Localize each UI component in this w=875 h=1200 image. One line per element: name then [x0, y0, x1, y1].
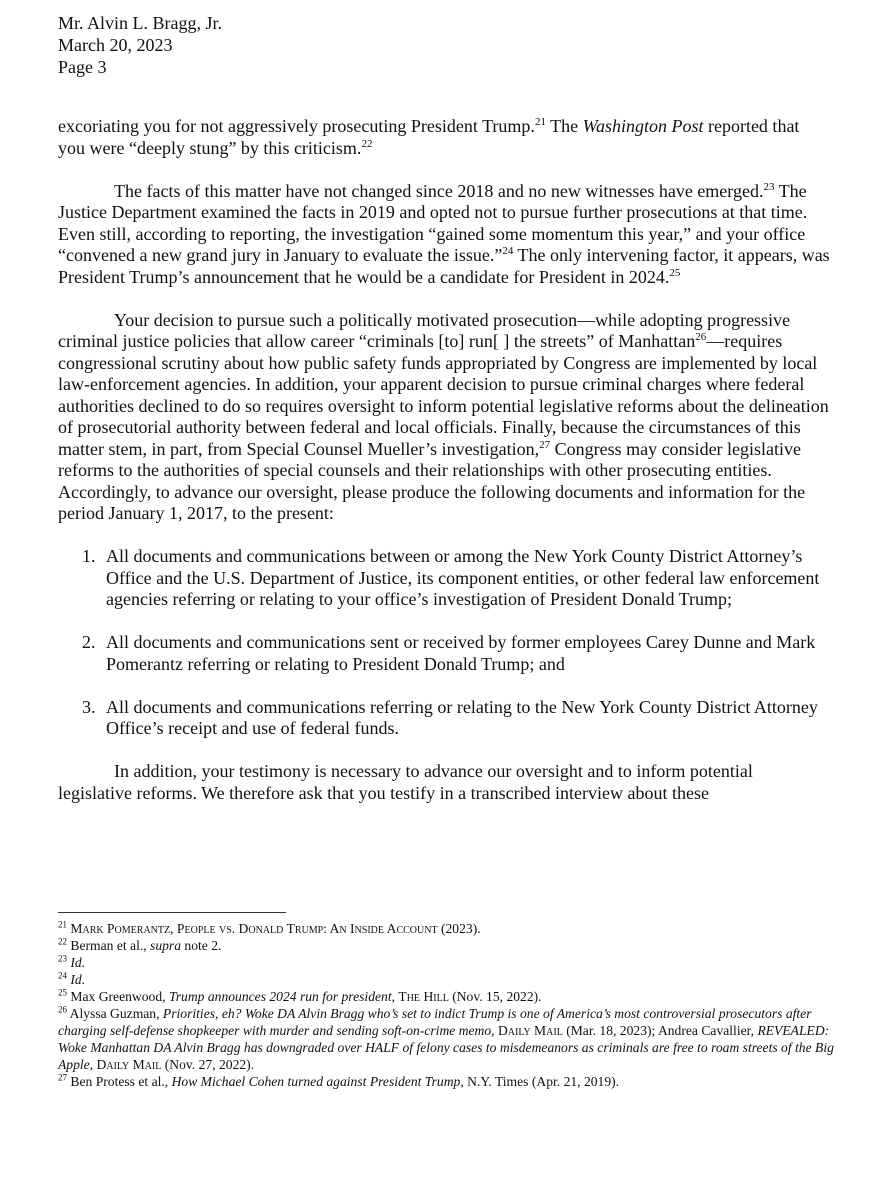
text-run: Daily Mail: [497, 1023, 563, 1038]
text-run: The only intervening factor, it appears, was President Trump’s announcement that he would be a candidate for President in 2024.: [58, 245, 830, 287]
footnote-ref: 22: [361, 137, 373, 150]
text-run: Congress may consider legislative reforms to the authorities of special counsels and their relationships with other prosecuting entities. Accordingly, to advance our oversight, please produce the following documents and information for the period January 1, 2017, to the present:: [58, 438, 806, 523]
footnote-ref: 21: [534, 116, 546, 128]
footnote-ref: 25: [669, 266, 681, 279]
recipient-name: Mr. Alvin L. Bragg, Jr.: [58, 13, 223, 33]
text-run: excoriating you for not aggressively prosecuting President Trump.: [58, 116, 535, 136]
footnote-ref: 27: [58, 1072, 67, 1083]
footnote: [58, 1073, 838, 1090]
text-run: note 2.: [181, 938, 222, 953]
footnote-ref: 23: [763, 180, 775, 193]
footnote: [58, 988, 838, 1005]
text-run: Ben Protess et al.,: [67, 1074, 172, 1089]
footnote: [58, 920, 838, 937]
footnote-ref: 22: [58, 936, 67, 947]
text-run: (Mar. 18, 2023); Andrea Cavallier,: [562, 1023, 758, 1038]
letter-header: [58, 12, 222, 78]
text-run: (2023).: [437, 921, 481, 936]
text-run: Washington Post: [582, 116, 704, 136]
footnote-ref: 27: [539, 438, 551, 451]
footnote: [58, 971, 838, 988]
text-run: REVEALED: Woke Manhattan DA Alvin Bragg has downgraded over HALF of felony cases to misdemeanors as criminals are free to roam streets of the Big Apple: [58, 1023, 834, 1072]
request-text: All documents and communications sent or received by former employees Carey Dunne and Mark Pomerantz referring or relating to President Donald Trump; and: [106, 632, 816, 674]
text-run: ,: [491, 1023, 498, 1038]
footnote-ref: 26: [58, 1004, 67, 1015]
paragraph: [58, 116, 830, 159]
footnote-ref: 23: [58, 953, 67, 964]
footnote-ref: 26: [695, 331, 707, 343]
text-run: Your decision to pursue such a politically motivated prosecution—while adopting progressive criminal justice policies that allow career “criminals [to] run[ ] the streets” of Manhattan: [58, 309, 791, 351]
text-run: The facts of this matter have not changed since 2018 and no new witnesses have emerged.: [114, 180, 764, 201]
footnote-ref: 21: [58, 919, 67, 930]
footnote: [58, 954, 838, 971]
text-run: Trump announces 2024 run for president: [168, 989, 392, 1004]
letter-body: [58, 116, 830, 826]
paragraph: [58, 181, 830, 289]
text-run: Alyssa Guzman,: [67, 1006, 163, 1021]
request-item: [58, 546, 830, 611]
text-run: —requires congressional scrutiny about how public safety funds appropriated by Congress are implemented by local law-enforcement agencies. In addition, your apparent decision to pursue criminal charges where federal authorities declined to do so requires oversight to inform potential legislative reforms about the delineation of prosecutorial authority between federal and local officials. Finally, because the circumstances of this matter stem, in part, from Special Counsel Mueller’s investigation,: [58, 331, 829, 459]
footnote-divider: [58, 912, 286, 913]
text-run: Max Greenwood,: [67, 989, 169, 1004]
paragraph: [58, 310, 830, 525]
letter-date: March 20, 2023: [58, 35, 173, 55]
request-item: [58, 697, 830, 740]
request-text: All documents and communications between or among the New York County District Attorney’s Office and the U.S. Department of Justice, its component entities, or other federal law enforcement agencies referring or relating to your office’s investigation of President Donald Trump;: [106, 546, 820, 609]
text-run: How Michael Cohen turned against President Trump: [171, 1074, 461, 1089]
text-run: reported that you were “deeply stung” by this criticism.: [58, 116, 800, 158]
page-number: Page 3: [58, 57, 107, 77]
request-number: 2.: [82, 632, 96, 652]
text-run: Id.: [70, 972, 86, 987]
text-run: Daily Mail: [96, 1057, 162, 1072]
request-item: [58, 632, 830, 675]
text-run: In addition, your testimony is necessary to advance our oversight and to inform potential legislative reforms. We therefore ask that you testify in a transcribed interview about these: [58, 761, 753, 803]
request-text: All documents and communications referring or relating to the New York County District Attorney Office’s receipt and use of federal funds.: [106, 696, 818, 738]
text-run: Priorities, eh? Woke DA Alvin Bragg who’s set to indict Trump is one of America’s most controversial prosecutors after charging self-defense shopkeeper with murder and sending soft-on-crime memo: [58, 1006, 812, 1038]
text-run: ,: [391, 989, 399, 1004]
text-run: Berman et al.,: [67, 938, 151, 953]
request-number: 1.: [82, 546, 96, 566]
text-run: The: [545, 116, 583, 136]
closing-paragraph: [58, 761, 830, 804]
footnote-ref: 24: [502, 245, 514, 257]
footnote: [58, 1005, 838, 1073]
footnotes: [58, 920, 838, 1090]
text-run: (Nov. 15, 2022).: [448, 989, 542, 1004]
request-number: 3.: [82, 696, 96, 717]
text-run: supra: [150, 938, 182, 953]
text-run: The Hill: [398, 989, 449, 1004]
footnote: [58, 937, 838, 954]
text-run: Id.: [70, 955, 86, 970]
document-request-list: [58, 546, 830, 740]
text-run: The Justice Department examined the facts in 2019 and opted not to pursue further prosecutions at that time. Even still, according to reporting, the investigation “gained some momentum this year,” and your office “convened a new grand jury in January to evaluate the issue.”: [58, 180, 808, 265]
text-run: Mark Pomerantz, People vs. Donald Trump: An Inside Account: [67, 921, 438, 936]
text-run: , N.Y. Times (Apr. 21, 2019).: [460, 1074, 620, 1089]
text-run: (Nov. 27, 2022).: [161, 1057, 255, 1072]
text-run: ,: [89, 1057, 97, 1072]
footnote-ref: 25: [58, 987, 67, 998]
footnote-ref: 24: [58, 970, 67, 981]
